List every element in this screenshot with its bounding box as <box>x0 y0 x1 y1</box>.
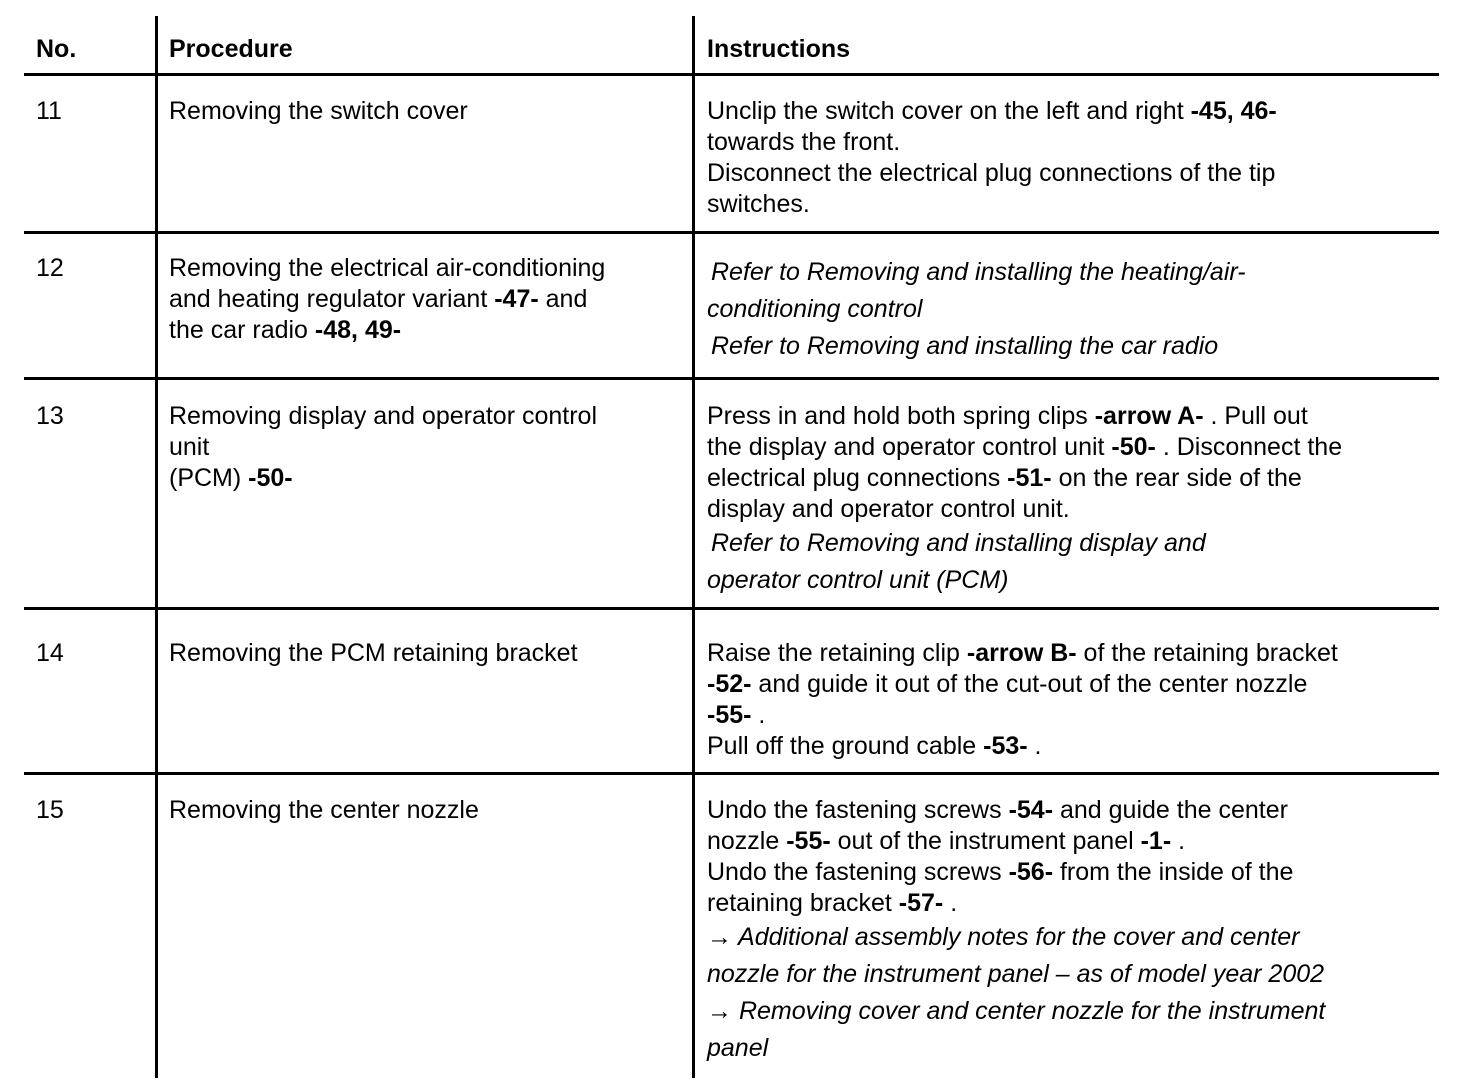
instructions-text <box>707 638 1427 762</box>
instruction-line: Press in and hold both spring clips -arrow A- . Pull out <box>707 402 1308 430</box>
instruction-line: display and operator control unit. <box>707 495 1070 523</box>
instruction-line: the display and operator control unit -50- . Disconnect the <box>707 433 1343 461</box>
row-number: 15 <box>36 796 64 824</box>
row-number: 13 <box>36 402 64 430</box>
reference-link[interactable]: panel <box>707 1034 769 1062</box>
procedure-line: Removing the electrical air-conditioning <box>169 254 606 282</box>
procedure-line: unit <box>169 433 210 461</box>
part-reference: -50- <box>1111 433 1156 461</box>
row-number: 12 <box>36 254 64 282</box>
row-number: 11 <box>36 97 62 125</box>
instructions-text <box>707 254 1427 365</box>
reference-link[interactable]: operator control unit (PCM) <box>707 566 1009 594</box>
instruction-line: -55- . <box>707 701 766 729</box>
reference-link[interactable]: Refer to Removing and installing the heating/air- <box>711 258 1246 286</box>
procedure-text <box>169 253 679 346</box>
part-reference: -53- <box>983 732 1028 760</box>
part-reference: -51- <box>1007 464 1052 492</box>
instruction-line: -52- and guide it out of the cut-out of the center nozzle <box>707 670 1308 698</box>
part-reference: -57- <box>898 889 944 917</box>
column-divider-instructions <box>692 16 695 1078</box>
instruction-line: Undo the fastening screws -56- from the inside of the <box>707 858 1294 886</box>
procedure-line: the car radio -48, 49- <box>169 316 402 344</box>
procedure-text <box>169 96 679 127</box>
part-reference: -arrow B- <box>966 639 1077 667</box>
procedure-text <box>169 795 679 826</box>
reference-link[interactable]: conditioning control <box>707 295 923 323</box>
header-procedure: Procedure <box>169 35 293 63</box>
procedure-line: Removing the PCM retaining bracket <box>169 639 578 667</box>
part-reference: -47- <box>494 285 539 313</box>
row-number: 14 <box>36 639 64 667</box>
part-reference: -1- <box>1140 827 1172 855</box>
instruction-line: electrical plug connections -51- on the rear side of the <box>707 464 1302 492</box>
row-rule <box>24 231 1439 234</box>
part-reference: -45, 46- <box>1190 97 1277 125</box>
part-reference: -55- <box>786 827 831 855</box>
header-instructions: Instructions <box>707 35 851 63</box>
procedure-line: and heating regulator variant -47- and <box>169 285 588 313</box>
part-reference: -52- <box>707 670 752 698</box>
instruction-line: Unclip the switch cover on the left and right -45, 46- <box>707 97 1277 125</box>
column-divider-procedure <box>155 16 158 1078</box>
instructions-text <box>707 96 1427 220</box>
part-reference: -arrow A- <box>1094 402 1204 430</box>
part-reference: -54- <box>1008 796 1054 824</box>
procedure-line: Removing the center nozzle <box>169 796 479 824</box>
part-reference: -50- <box>248 464 293 492</box>
instruction-line: retaining bracket -57- . <box>707 889 958 917</box>
row-rule <box>24 607 1439 610</box>
row-rule <box>24 377 1439 380</box>
procedure-text <box>169 638 679 669</box>
instruction-line: Raise the retaining clip -arrow B- of the retaining bracket <box>707 639 1338 667</box>
procedure-text <box>169 401 679 494</box>
header-rule <box>24 73 1439 76</box>
header-no: No. <box>36 35 77 63</box>
instructions-text <box>707 401 1427 599</box>
procedure-line: Removing the switch cover <box>169 97 468 125</box>
reference-link[interactable]: Refer to Removing and installing the car radio <box>711 332 1219 360</box>
procedure-line: Removing display and operator control <box>169 402 598 430</box>
reference-link[interactable]: Refer to Removing and installing display and <box>711 529 1206 557</box>
instruction-line: nozzle -55- out of the instrument panel -1- . <box>707 827 1186 855</box>
procedure-line: (PCM) -50- <box>169 464 293 492</box>
row-rule <box>24 772 1439 775</box>
part-reference: -56- <box>1008 858 1054 886</box>
part-reference: -48, 49- <box>314 316 402 344</box>
instruction-line: Pull off the ground cable -53- . <box>707 732 1042 760</box>
reference-link[interactable]: → Additional assembly notes for the cover and center <box>707 923 1300 951</box>
reference-link[interactable]: → Removing cover and center nozzle for the instrument <box>707 997 1326 1025</box>
instruction-line: Disconnect the electrical plug connections of the tip <box>707 159 1276 187</box>
instruction-line: towards the front. <box>707 128 901 156</box>
part-reference: -55- <box>707 701 752 729</box>
reference-link[interactable]: nozzle for the instrument panel – as of model year 2002 <box>707 960 1325 988</box>
instruction-line: Undo the fastening screws -54- and guide the center <box>707 796 1288 824</box>
instruction-line: switches. <box>707 190 810 218</box>
instructions-text <box>707 795 1427 1067</box>
